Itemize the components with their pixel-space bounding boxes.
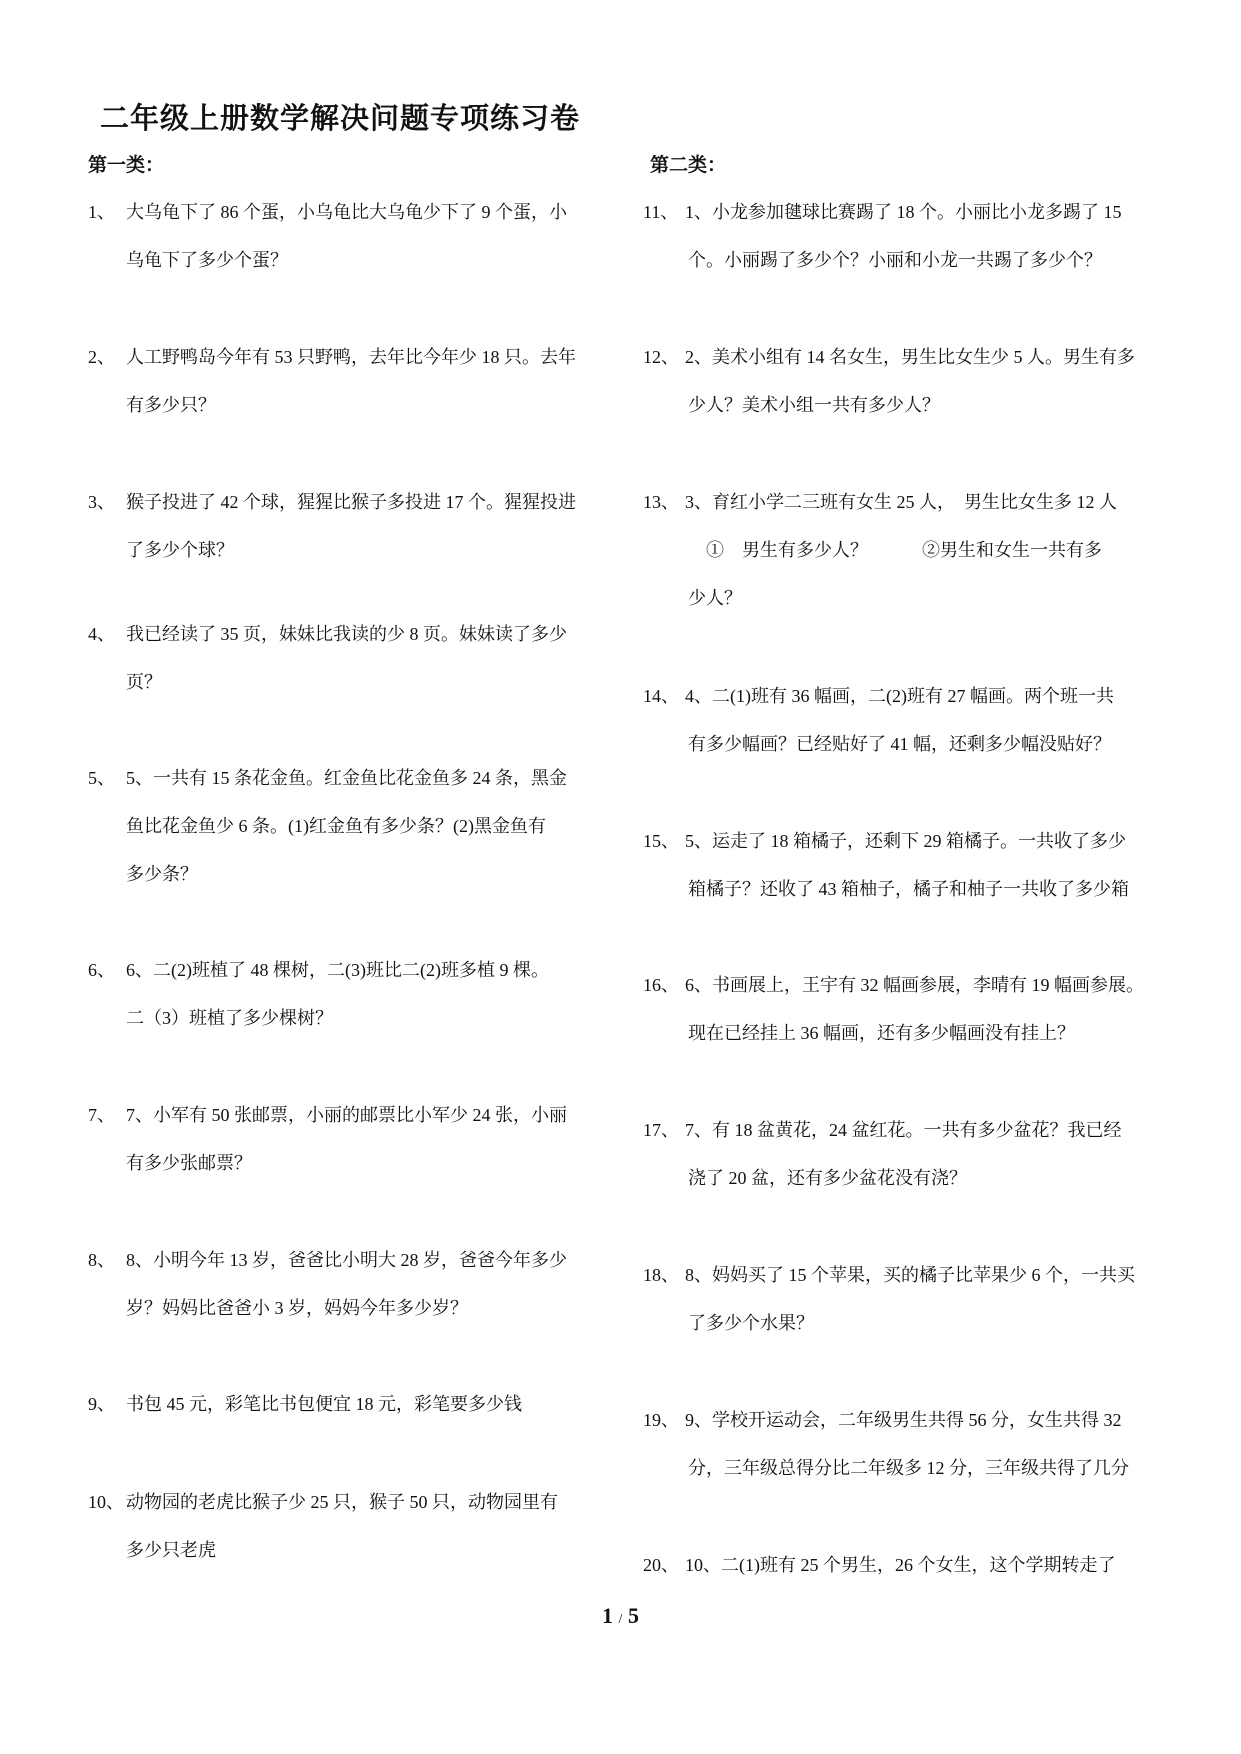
question-number: 9、	[88, 1394, 115, 1414]
question-number: 20、	[643, 1555, 679, 1575]
question-text-line: 4、二(1)班有 36 幅画，二(2)班有 27 幅画。两个班一共	[685, 686, 1114, 706]
question-number: 17、	[643, 1120, 679, 1140]
question-number: 1、	[88, 202, 115, 222]
question-number: 18、	[643, 1265, 679, 1285]
question-number: 16、	[643, 975, 679, 995]
question-text-line: 多少条？	[126, 864, 198, 884]
question-number: 6、	[88, 960, 115, 980]
question-text-line: 有多少张邮票？	[126, 1153, 252, 1173]
question-text-line: 二（3）班植了多少棵树？	[126, 1008, 333, 1028]
page-separator: /	[618, 1612, 623, 1627]
question-number: 2、	[88, 347, 115, 367]
question-number: 14、	[643, 686, 679, 706]
question-text-line: 人工野鸭岛今年有 53 只野鸭，去年比今年少 18 只。去年	[126, 347, 576, 367]
question-text-line: 我已经读了 35 页，妹妹比我读的少 8 页。妹妹读了多少	[126, 624, 567, 644]
question-text-line: 岁？妈妈比爸爸小 3 岁，妈妈今年多少岁？	[126, 1298, 468, 1318]
question-number: 12、	[643, 347, 679, 367]
section-heading-2: 第二类：	[650, 155, 727, 176]
question-text-line: 6、书画展上，王宇有 32 幅画参展，李晴有 19 幅画参展。	[685, 975, 1144, 995]
question-number: 4、	[88, 624, 115, 644]
question-number: 19、	[643, 1410, 679, 1430]
question-text-line: 8、小明今年 13 岁，爸爸比小明大 28 岁，爸爸今年多少	[126, 1250, 567, 1270]
page-current: 1	[602, 1603, 614, 1628]
section-heading-1: 第一类：	[88, 155, 165, 176]
question-text-line: 分，三年级总得分比二年级多 12 分，三年级共得了几分	[688, 1458, 1129, 1478]
question-number: 3、	[88, 492, 115, 512]
page-number	[0, 1603, 1241, 1629]
question-text-line: 书包 45 元，彩笔比书包便宜 18 元，彩笔要多少钱	[126, 1394, 522, 1414]
question-text-line: 1、小龙参加毽球比赛踢了 18 个。小丽比小龙多踢了 15	[685, 202, 1122, 222]
question-text-line: 7、小军有 50 张邮票，小丽的邮票比小军少 24 张，小丽	[126, 1105, 567, 1125]
question-text-line: 箱橘子？还收了 43 箱柚子，橘子和柚子一共收了多少箱	[688, 879, 1129, 899]
question-text-line: 鱼比花金鱼少 6 条。(1)红金鱼有多少条？(2)黑金鱼有	[126, 816, 546, 836]
question-text-line: 大乌龟下了 86 个蛋，小乌龟比大乌龟少下了 9 个蛋，小	[126, 202, 567, 222]
question-number: 5、	[88, 768, 115, 788]
question-text-line: 猴子投进了 42 个球，猩猩比猴子多投进 17 个。猩猩投进	[126, 492, 576, 512]
question-text-line: 7、有 18 盆黄花，24 盆红花。一共有多少盆花？我已经	[685, 1120, 1122, 1140]
question-number: 8、	[88, 1250, 115, 1270]
question-text-line: 3、育红小学二三班有女生 25 人， 男生比女生多 12 人	[685, 492, 1117, 512]
page-total: 5	[627, 1603, 639, 1628]
question-number: 7、	[88, 1105, 115, 1125]
question-text-line: 有多少幅画？已经贴好了 41 幅，还剩多少幅没贴好？	[688, 734, 1111, 754]
question-text-line: 9、学校开运动会，二年级男生共得 56 分，女生共得 32	[685, 1410, 1122, 1430]
question-text-line: 浇了 20 盆，还有多少盆花没有浇？	[688, 1168, 967, 1188]
question-text-line: 5、一共有 15 条花金鱼。红金鱼比花金鱼多 24 条，黑金	[126, 768, 567, 788]
question-text-line: 8、妈妈买了 15 个苹果，买的橘子比苹果少 6 个，一共买	[685, 1265, 1135, 1285]
question-text-line: 页？	[126, 672, 162, 692]
question-number: 13、	[643, 492, 679, 512]
question-number: 10、	[88, 1492, 124, 1512]
question-text-line: 5、运走了 18 箱橘子，还剩下 29 箱橘子。一共收了多少	[685, 831, 1126, 851]
question-text-line: 了多少个球？	[126, 540, 234, 560]
question-number: 11、	[643, 202, 679, 222]
question-text-line: 现在已经挂上 36 幅画，还有多少幅画没有挂上？	[688, 1023, 1075, 1043]
question-text-line: 动物园的老虎比猴子少 25 只，猴子 50 只，动物园里有	[126, 1492, 558, 1512]
question-text-line: 10、二(1)班有 25 个男生，26 个女生，这个学期转走了	[685, 1555, 1116, 1575]
question-text-line: 少人？	[688, 588, 742, 608]
question-text-line: 2、美术小组有 14 名女生，男生比女生少 5 人。男生有多	[685, 347, 1135, 367]
question-text-line: 多少只老虎	[126, 1540, 216, 1560]
question-text-line: 有多少只？	[126, 395, 216, 415]
question-text-line: 乌龟下了多少个蛋？	[126, 250, 288, 270]
page-title: 二年级上册数学解决问题专项练习卷	[100, 103, 581, 135]
question-text-line: 个。小丽踢了多少个？小丽和小龙一共踢了多少个？	[688, 250, 1102, 270]
question-text-line: 6、二(2)班植了 48 棵树，二(3)班比二(2)班多植 9 棵。	[126, 960, 549, 980]
question-number: 15、	[643, 831, 679, 851]
question-text-line: ① 男生有多少人？ ②男生和女生一共有多	[688, 540, 1102, 560]
question-text-line: 少人？美术小组一共有多少人？	[688, 395, 940, 415]
question-text-line: 了多少个水果？	[688, 1313, 814, 1333]
